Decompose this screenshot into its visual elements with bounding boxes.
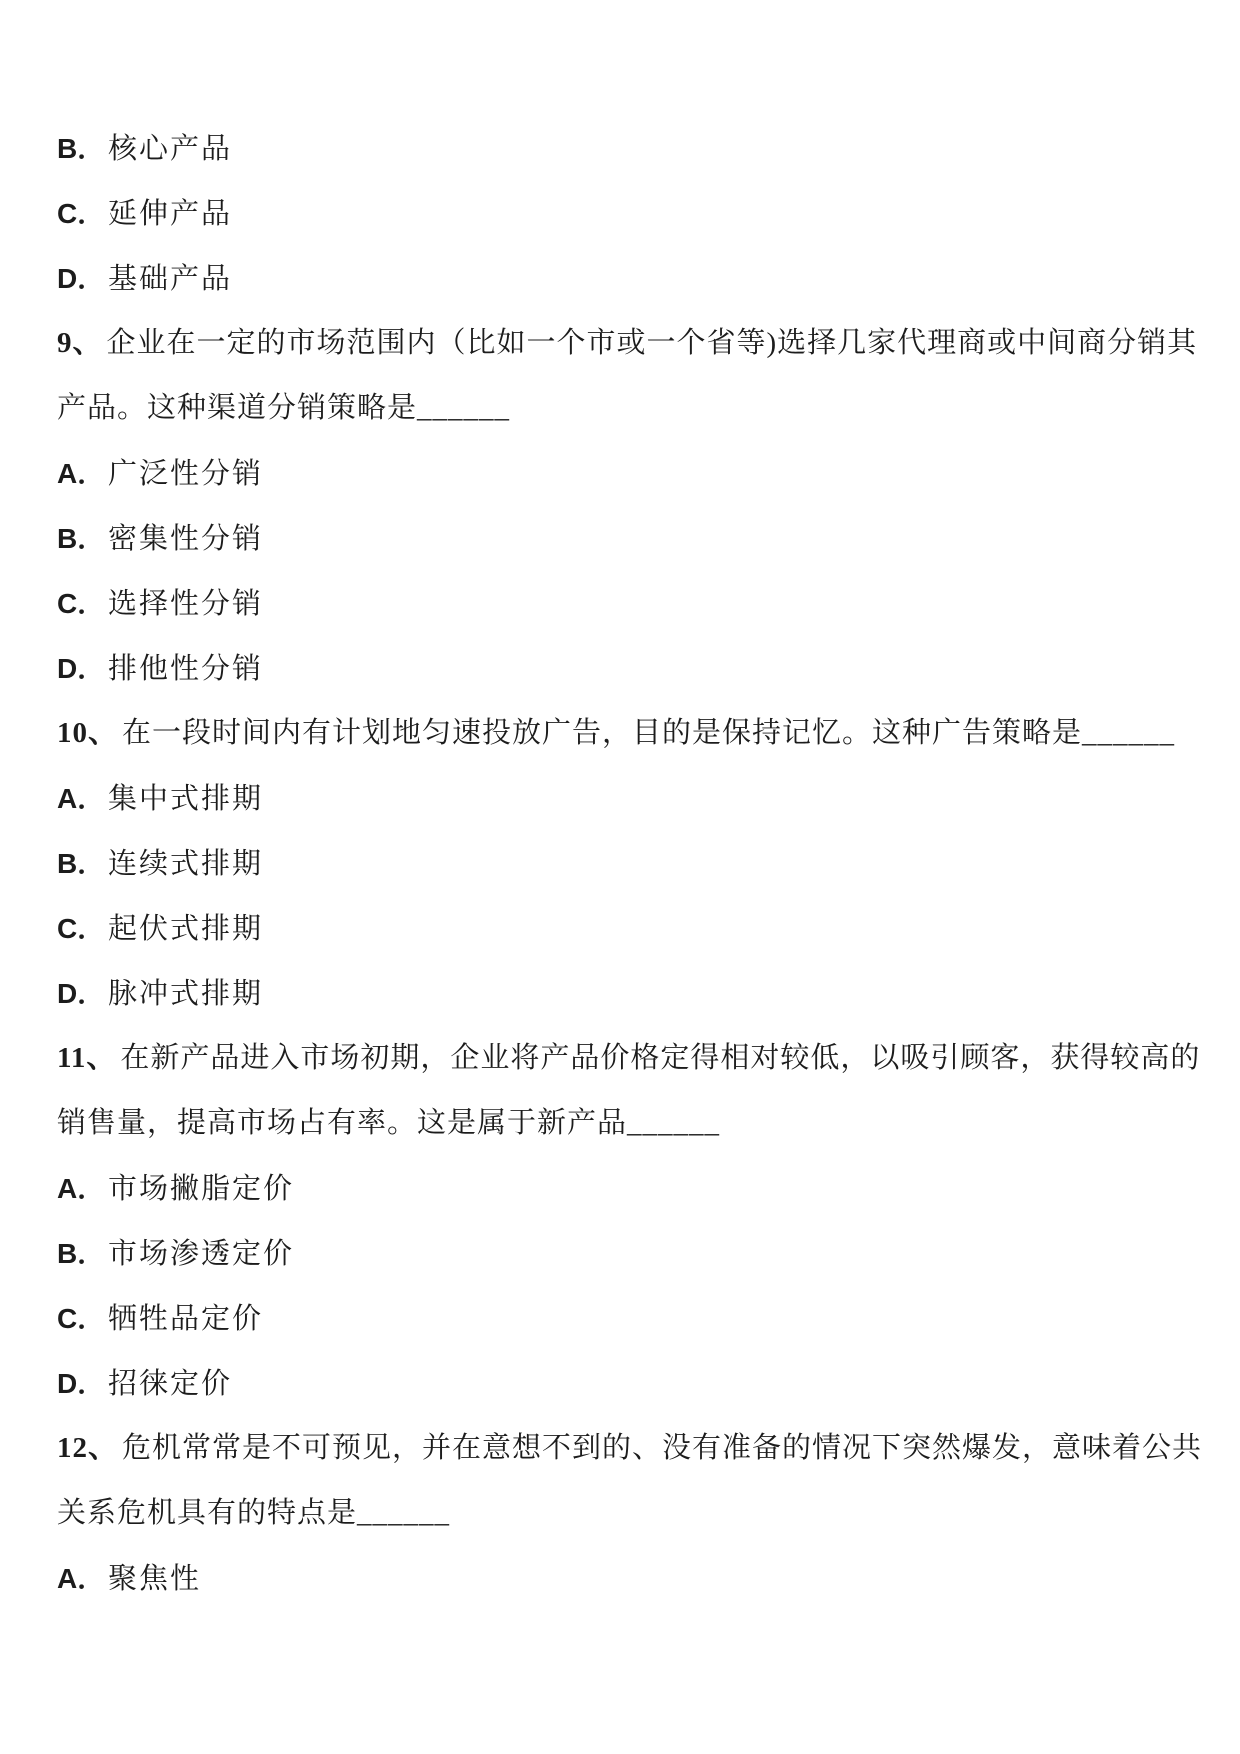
question-stem-text: 在一段时间内有计划地匀速投放广告，目的是保持记忆。这种广告策略是______ (122, 717, 1176, 749)
question-stem-text: 销售量，提高市场占有率。这是属于新产品______ (57, 1107, 721, 1139)
question-11-option-c (57, 1286, 1169, 1351)
option-text: 集中式排期 (108, 783, 264, 815)
question-9-option-c (57, 571, 1169, 636)
option-label: D． (57, 653, 106, 684)
question-stem-text: 产品。这种渠道分销策略是______ (57, 392, 511, 424)
question-11-option-d (57, 1351, 1169, 1416)
question-number: 12、 (57, 1432, 119, 1464)
question-stem-text: 企业在一定的市场范围内（比如一个市或一个省等)选择几家代理商或中间商分销其 (106, 327, 1198, 359)
question-11-stem-line-2 (57, 1091, 1169, 1156)
question-10-option-a (57, 766, 1169, 831)
option-text: 核心产品 (108, 133, 233, 165)
question-10-option-c (57, 896, 1169, 961)
option-text: 连续式排期 (108, 848, 264, 880)
option-label: A． (57, 783, 106, 814)
question-stem-text: 危机常常是不可预见，并在意想不到的、没有准备的情况下突然爆发，意味着公共 (122, 1432, 1203, 1464)
option-text: 脉冲式排期 (108, 978, 264, 1010)
question-stem-text: 在新产品进入市场初期，企业将产品价格定得相对较低，以吸引顾客，获得较高的 (120, 1042, 1201, 1074)
option-label: B． (57, 523, 106, 554)
option-text: 市场撇脂定价 (108, 1173, 295, 1205)
option-text: 市场渗透定价 (108, 1238, 295, 1270)
option-label: C． (57, 198, 106, 229)
option-row-prev-b (57, 116, 1169, 181)
question-number: 9、 (57, 327, 103, 359)
option-text: 延伸产品 (108, 198, 233, 230)
question-12-stem-line-2 (57, 1481, 1169, 1546)
option-text: 选择性分销 (108, 588, 264, 620)
option-label: B． (57, 133, 106, 164)
question-number: 11、 (57, 1042, 117, 1074)
question-10-stem-line-1 (57, 701, 1176, 766)
question-11-option-a (57, 1156, 1169, 1221)
option-label: C． (57, 588, 106, 619)
option-label: C． (57, 913, 106, 944)
option-label: D． (57, 978, 106, 1009)
option-label: D． (57, 1368, 106, 1399)
question-stem-text: 关系危机具有的特点是______ (57, 1497, 451, 1529)
question-11-option-b (57, 1221, 1169, 1286)
question-number: 10、 (57, 717, 119, 749)
option-text: 聚焦性 (108, 1563, 202, 1595)
option-label: B． (57, 848, 106, 879)
question-9-option-d (57, 636, 1169, 701)
option-label: A． (57, 1563, 106, 1594)
option-label: A． (57, 458, 106, 489)
option-label: B． (57, 1238, 106, 1269)
question-12-stem-line-1 (57, 1416, 1203, 1481)
option-label: D． (57, 263, 106, 294)
option-text: 基础产品 (108, 263, 233, 295)
option-text: 广泛性分销 (108, 458, 264, 490)
document-content (57, 116, 1203, 1611)
question-9-option-a (57, 441, 1169, 506)
option-text: 招徕定价 (108, 1368, 233, 1400)
question-10-option-d (57, 961, 1169, 1026)
option-row-prev-d (57, 246, 1169, 311)
question-9-stem-line-2 (57, 376, 1169, 441)
question-11-stem-line-1 (57, 1026, 1201, 1091)
option-text: 密集性分销 (108, 523, 264, 555)
question-9-option-b (57, 506, 1169, 571)
option-text: 起伏式排期 (108, 913, 264, 945)
option-row-prev-c (57, 181, 1169, 246)
option-text: 排他性分销 (108, 653, 264, 685)
question-9-stem-line-1 (57, 311, 1198, 376)
option-label: A． (57, 1173, 106, 1204)
option-label: C． (57, 1303, 106, 1334)
option-text: 牺牲品定价 (108, 1303, 264, 1335)
question-12-option-a (57, 1546, 1169, 1611)
question-10-option-b (57, 831, 1169, 896)
